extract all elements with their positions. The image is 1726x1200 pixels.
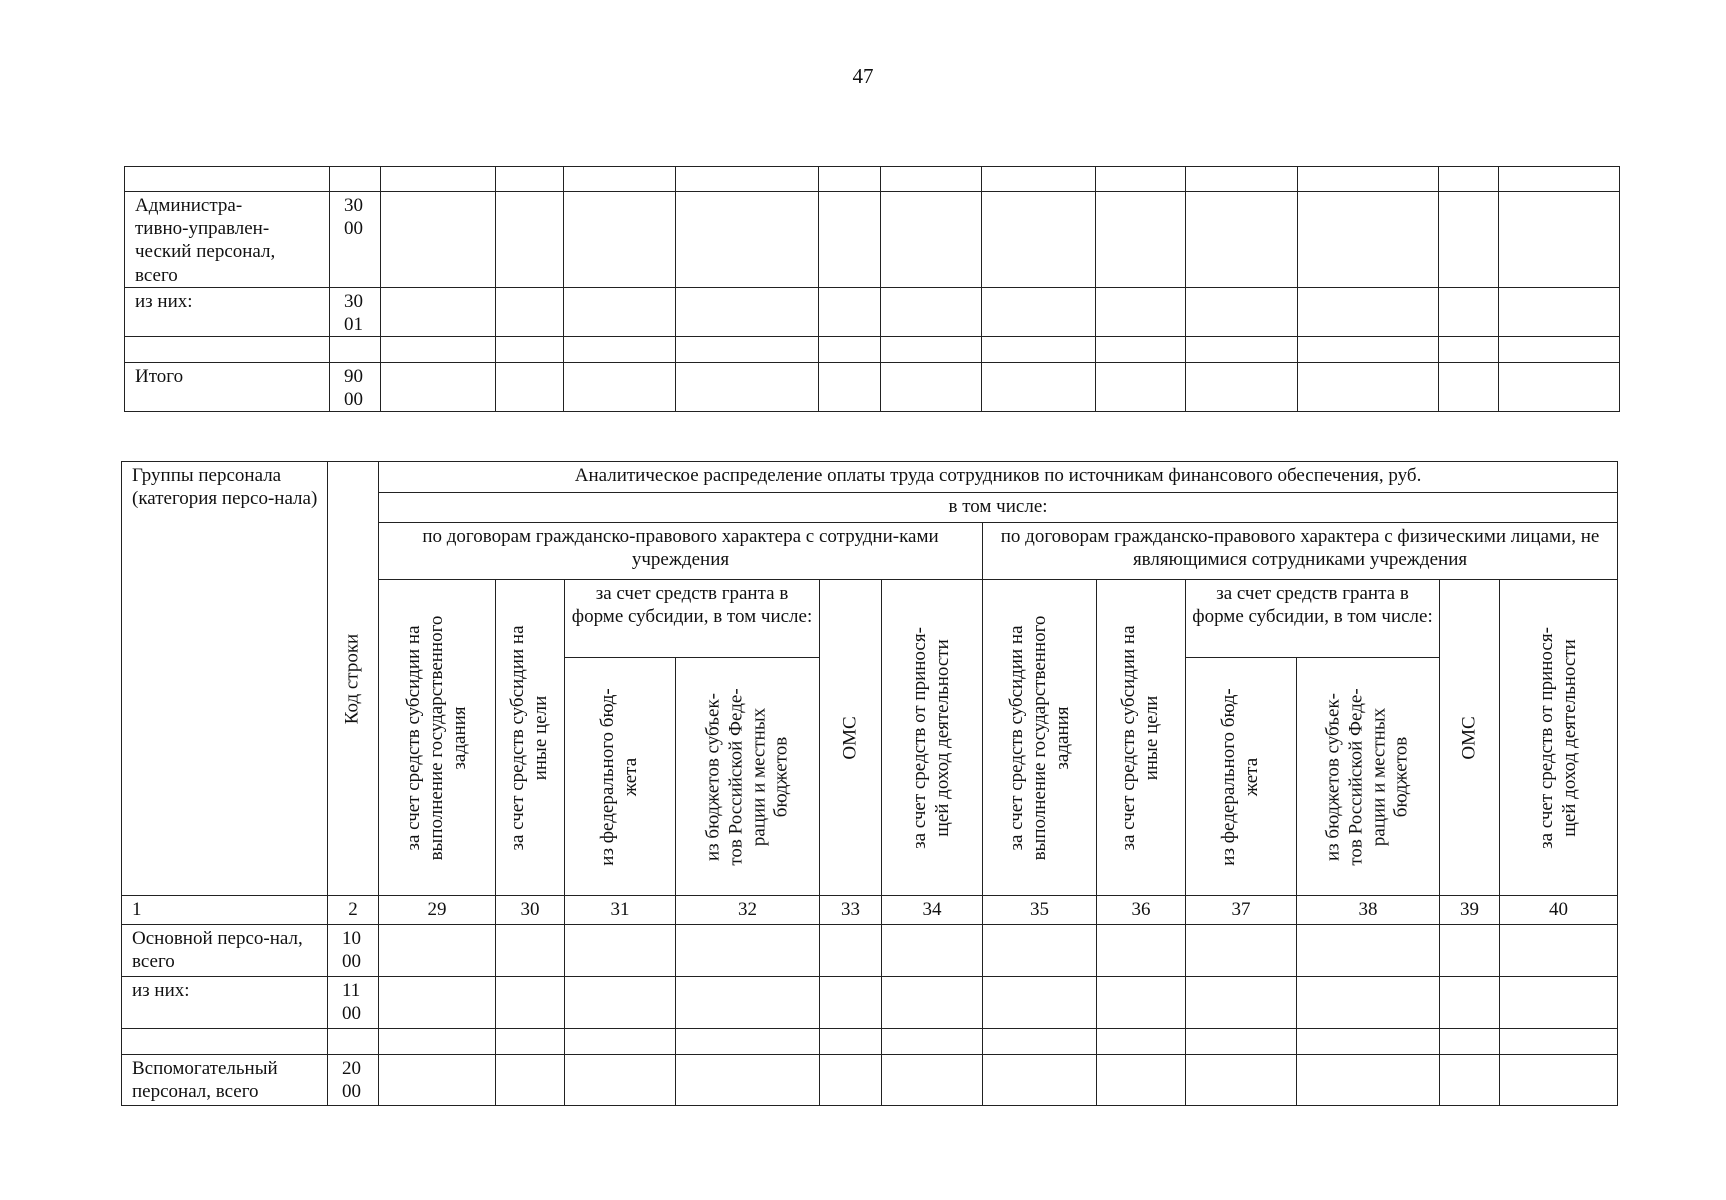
table-cell [882,1055,983,1106]
table-cell [1440,1029,1500,1055]
table-cell [1186,1055,1297,1106]
table-cell [882,925,983,977]
table-cell [1298,287,1439,336]
table-cell [819,363,881,412]
header-row-code: Код строки [328,462,379,896]
table-cell [565,925,676,977]
header-col-33: ОМС [820,580,882,896]
table-cell [1096,363,1186,412]
top-table [124,166,1620,412]
column-numbers-row [122,896,1618,925]
table-cell [1500,977,1618,1029]
table-row [125,192,1620,288]
table-cell [381,337,496,363]
table-cell [676,1055,820,1106]
table-row [125,287,1620,336]
table-cell [496,1029,565,1055]
table-cell [676,977,820,1029]
table-cell [881,167,982,192]
table-cell [881,337,982,363]
table-row [122,977,1618,1029]
table-row [125,167,1620,192]
page-number: 47 [852,64,874,88]
column-number: 36 [1097,896,1186,925]
table-cell [1499,192,1620,288]
header-col-30: за счет средств субсидии на иные цели [496,580,565,896]
row-label [125,167,330,192]
table-cell [564,337,676,363]
row-label: Основной персо-нал, всего [122,925,328,977]
table-cell [881,363,982,412]
table-cell [1186,925,1297,977]
header-col-40: за счет средств от принося- щей доход деятельности [1500,580,1618,896]
table-cell [1298,167,1439,192]
table-cell [1297,1029,1440,1055]
column-number: 32 [676,896,820,925]
table-cell [1440,977,1500,1029]
header-col-39: ОМС [1440,580,1500,896]
table-cell [1186,1029,1297,1055]
column-number: 2 [328,896,379,925]
table-cell [1500,1029,1618,1055]
table-cell [1097,1055,1186,1106]
table-cell [1097,977,1186,1029]
table-cell [565,1055,676,1106]
table-cell [982,287,1096,336]
table-cell [819,192,881,288]
table-cell [1440,1055,1500,1106]
row-code: 30 00 [330,192,381,288]
row-label: Итого [125,363,330,412]
table-row [122,1055,1618,1106]
table-cell [496,337,564,363]
row-code: 90 00 [330,363,381,412]
table-cell [379,1055,496,1106]
column-number: 39 [1440,896,1500,925]
table-cell [676,287,819,336]
table-cell [819,287,881,336]
table-cell [1439,287,1499,336]
table-row [122,1029,1618,1055]
table-cell [1439,192,1499,288]
table-cell [676,925,820,977]
table-cell [1499,337,1620,363]
table-cell [1186,287,1298,336]
header-col-36: за счет средств субсидии на иные цели [1097,580,1186,896]
table-cell [381,167,496,192]
table-cell [676,363,819,412]
table-cell [982,167,1096,192]
row-label: Вспомогательный персонал, всего [122,1055,328,1106]
column-number: 33 [820,896,882,925]
column-number: 35 [983,896,1097,925]
table-cell [1297,1055,1440,1106]
row-code: 20 00 [328,1055,379,1106]
table-cell [496,1055,565,1106]
table-cell [820,925,882,977]
table-cell [1096,167,1186,192]
header-col-37: из федерального бюд- жета [1186,658,1297,896]
table-cell [379,925,496,977]
table-cell [983,977,1097,1029]
table-cell [496,363,564,412]
table-cell [1186,192,1298,288]
table-cell [1439,167,1499,192]
table-cell [1186,337,1298,363]
table-cell [881,192,982,288]
table-cell [676,1029,820,1055]
table-cell [1439,363,1499,412]
bottom-table [121,461,1618,1106]
table-cell [676,337,819,363]
table-cell [1500,1055,1618,1106]
table-cell [1186,977,1297,1029]
row-label: Администра- тивно-управлен- ческий персонал, всего [125,192,330,288]
table-cell [379,977,496,1029]
table-cell [676,167,819,192]
table-cell [381,287,496,336]
table-cell [819,337,881,363]
row-label [125,337,330,363]
table-cell [1500,925,1618,977]
header-grant-a: за счет средств гранта в форме субсидии, в том числе: [565,580,820,658]
header-col-29: за счет средств субсидии на выполнение государственного задания [379,580,496,896]
table-row [122,925,1618,977]
table-cell [1186,363,1298,412]
table-cell [1097,1029,1186,1055]
header-including: в том числе: [379,493,1618,523]
table-cell [381,363,496,412]
table-cell [564,287,676,336]
table-cell [819,167,881,192]
table-cell [1186,167,1298,192]
table-cell [983,925,1097,977]
column-number: 40 [1500,896,1618,925]
table-cell [881,287,982,336]
header-grant-b: за счет средств гранта в форме субсидии, в том числе: [1186,580,1440,658]
table-row [125,363,1620,412]
table-cell [982,192,1096,288]
table-cell [1298,192,1439,288]
table-cell [1297,925,1440,977]
header-personnel-groups: Группы персонала (категория персо-нала) [122,462,328,896]
column-number: 38 [1297,896,1440,925]
row-code [328,1029,379,1055]
table-cell [564,363,676,412]
table-cell [1499,167,1620,192]
row-code: 10 00 [328,925,379,977]
table-cell [1297,977,1440,1029]
table-cell [496,192,564,288]
table-cell [1499,363,1620,412]
table-cell [564,167,676,192]
header-block-individuals: по договорам гражданско-правового характера с физическими лицами, не являющимися сотрудниками учреждения [983,523,1618,580]
column-number: 30 [496,896,565,925]
table-cell [982,337,1096,363]
row-label: из них: [125,287,330,336]
header-col-38: из бюджетов субъек- тов Российской Феде- рации и местных бюджетов [1297,658,1440,896]
row-label [122,1029,328,1055]
row-code: 30 01 [330,287,381,336]
header-col-34: за счет средств от принося- щей доход деятельности [882,580,983,896]
table-cell [982,363,1096,412]
column-number: 29 [379,896,496,925]
table-cell [565,1029,676,1055]
table-cell [496,287,564,336]
table-cell [1298,337,1439,363]
header-analytic-distribution: Аналитическое распределение оплаты труда сотрудников по источникам финансового обеспечения, руб. [379,462,1618,493]
table-cell [1097,925,1186,977]
table-cell [565,977,676,1029]
table-cell [820,1029,882,1055]
header-col-35: за счет средств субсидии на выполнение государственного задания [983,580,1097,896]
table-cell [496,977,565,1029]
table-cell [381,192,496,288]
table-cell [820,1055,882,1106]
header-col-31: из федерального бюд- жета [565,658,676,896]
header-col-32: из бюджетов субъек- тов Российской Феде- рации и местных бюджетов [676,658,820,896]
table-cell [379,1029,496,1055]
column-number: 1 [122,896,328,925]
table-cell [820,977,882,1029]
row-code: 11 00 [328,977,379,1029]
table-cell [882,1029,983,1055]
table-cell [676,192,819,288]
table-cell [564,192,676,288]
table-cell [1096,337,1186,363]
row-code [330,167,381,192]
table-cell [1440,925,1500,977]
table-cell [1499,287,1620,336]
table-cell [983,1055,1097,1106]
row-label: из них: [122,977,328,1029]
table-cell [1298,363,1439,412]
row-code [330,337,381,363]
table-cell [496,167,564,192]
table-cell [882,977,983,1029]
column-number: 37 [1186,896,1297,925]
table-cell [1096,192,1186,288]
column-number: 31 [565,896,676,925]
table-cell [1096,287,1186,336]
table-cell [1439,337,1499,363]
header-block-employees: по договорам гражданско-правового характера с сотрудни-ками учреждения [379,523,983,580]
table-row [125,337,1620,363]
column-number: 34 [882,896,983,925]
table-cell [983,1029,1097,1055]
table-cell [496,925,565,977]
